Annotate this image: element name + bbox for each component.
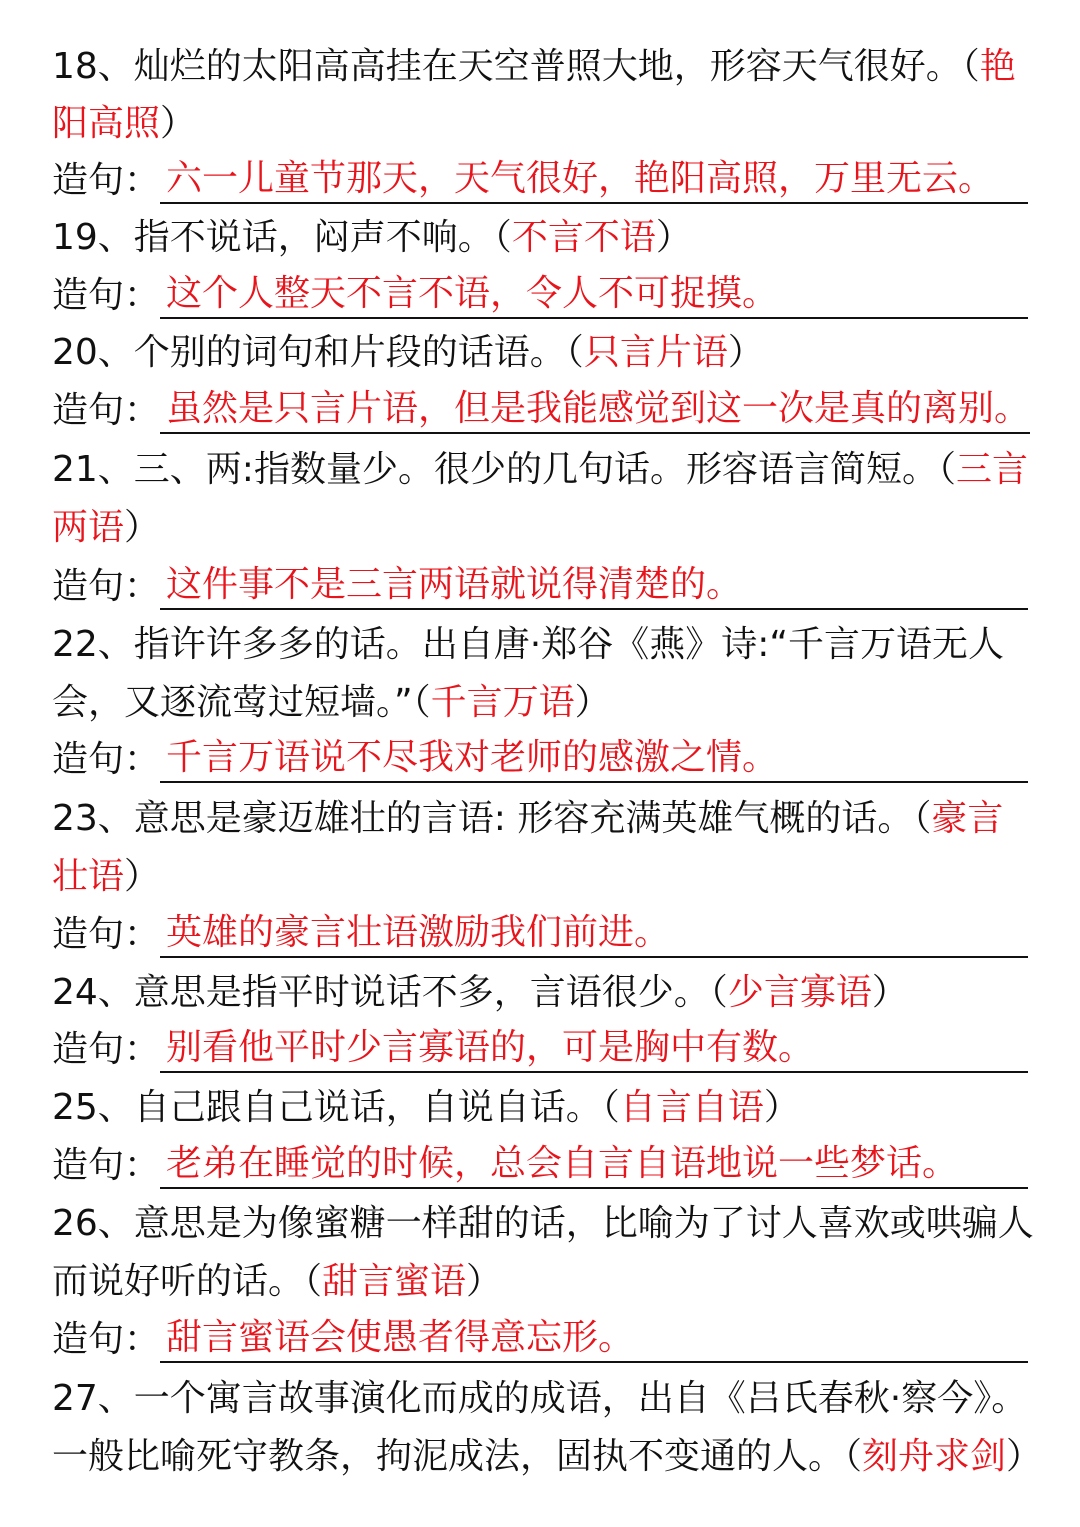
item-21-close-paren: ） xyxy=(124,507,161,548)
item-23-line-2 xyxy=(52,852,1028,902)
item-22-sentence: 千言万语说不尽我对老师的感激之情。 xyxy=(160,735,1028,783)
example-label: 造句： xyxy=(52,914,161,955)
item-24-line-1 xyxy=(52,968,1028,1018)
item-25-definition: 25、自己跟自己说话，自说自话。（ xyxy=(52,1087,620,1128)
example-label: 造句： xyxy=(52,566,161,607)
item-26-sentence: 甜言蜜语会使愚者得意忘形。 xyxy=(160,1315,1028,1363)
item-19-line-1 xyxy=(52,213,1028,263)
item-22-close-paren: ） xyxy=(574,682,611,723)
item-23-line-1 xyxy=(52,794,1028,844)
item-21-definition: 21、三、两:指数量少。很少的几句话。形容语言简短。（ xyxy=(52,449,956,490)
item-19-example xyxy=(52,271,1028,321)
item-18-close-paren: ） xyxy=(160,103,197,144)
item-19-answer: 不言不语 xyxy=(511,217,656,258)
item-23-example xyxy=(52,910,1028,960)
item-27-line-1 xyxy=(52,1374,1028,1424)
item-26-close-paren: ） xyxy=(466,1261,503,1302)
item-24-close-paren: ） xyxy=(871,972,908,1013)
item-23-close-paren: ） xyxy=(124,856,161,897)
example-label: 造句： xyxy=(52,275,161,316)
item-18-line-1 xyxy=(52,42,1028,92)
item-18-example xyxy=(52,156,1028,206)
item-21-answer-part-1: 三言 xyxy=(955,449,1028,490)
item-23-definition: 23、意思是豪迈雄壮的言语: 形容充满英雄气概的话。（ xyxy=(52,798,932,839)
item-19-close-paren: ） xyxy=(655,217,692,258)
item-22-example xyxy=(52,735,1028,785)
item-26-definition-cont: 而说好听的话。（ xyxy=(52,1261,323,1302)
example-label: 造句： xyxy=(52,160,161,201)
item-26-answer: 甜言蜜语 xyxy=(322,1261,467,1302)
item-26-example xyxy=(52,1315,1028,1365)
example-label: 造句： xyxy=(52,390,161,431)
item-24-sentence: 别看他平时少言寡语的，可是胸中有数。 xyxy=(160,1025,1028,1073)
item-18-answer-part-1: 艳 xyxy=(979,46,1016,87)
item-18-definition: 18、灿烂的太阳高高挂在天空普照大地，形容天气很好。（ xyxy=(52,46,980,87)
item-27-close-paren: ） xyxy=(1006,1436,1043,1477)
item-21-example xyxy=(52,562,1028,612)
item-21-line-1 xyxy=(52,445,1028,495)
item-18-answer-part-2: 阳高照 xyxy=(52,103,161,144)
item-26-definition: 26、意思是为像蜜糖一样甜的话，比喻为了讨人喜欢或哄骗人 xyxy=(52,1203,1034,1244)
example-label: 造句： xyxy=(52,1029,161,1070)
example-label: 造句： xyxy=(52,1145,161,1186)
item-19-definition: 19、指不说话，闷声不响。（ xyxy=(52,217,512,258)
item-21-sentence: 这件事不是三言两语就说得清楚的。 xyxy=(160,562,1028,610)
example-label: 造句： xyxy=(52,1319,161,1360)
item-26-line-1 xyxy=(52,1199,1034,1249)
item-19-sentence: 这个人整天不言不语，令人不可捉摸。 xyxy=(160,271,1028,319)
item-20-answer: 只言片语 xyxy=(583,332,728,373)
item-18-sentence: 六一儿童节那天，天气很好，艳阳高照，万里无云。 xyxy=(160,156,1028,204)
item-21-answer-part-2: 两语 xyxy=(52,507,125,548)
item-27-answer: 刻舟求剑 xyxy=(862,1436,1007,1477)
item-22-line-1 xyxy=(52,620,1028,670)
item-22-definition: 22、指许许多多的话。出自唐·郑谷《燕》诗:“千言万语无人 xyxy=(52,624,1005,665)
item-20-close-paren: ） xyxy=(727,332,764,373)
item-27-definition: 27、一个寓言故事演化而成的成语，出自《吕氏春秋·察今》。 xyxy=(52,1378,1028,1419)
item-22-answer: 千言万语 xyxy=(430,682,575,723)
item-23-sentence: 英雄的豪言壮语激励我们前进。 xyxy=(160,910,1028,958)
item-25-sentence: 老弟在睡觉的时候，总会自言自语地说一些梦话。 xyxy=(160,1141,1028,1189)
item-27-definition-cont: 一般比喻死守教条，拘泥成法，固执不变通的人。（ xyxy=(52,1436,863,1477)
item-26-line-2 xyxy=(52,1257,1028,1307)
item-18-line-2 xyxy=(52,99,1028,149)
item-20-example xyxy=(52,386,1031,436)
item-20-sentence: 虽然是只言片语，但是我能感觉到这一次是真的离别。 xyxy=(160,386,1030,434)
item-24-definition: 24、意思是指平时说话不多，言语很少。（ xyxy=(52,972,728,1013)
item-25-example xyxy=(52,1141,1028,1191)
item-20-definition: 20、个别的词句和片段的话语。（ xyxy=(52,332,584,373)
item-25-line-1 xyxy=(52,1083,1028,1133)
item-20-line-1 xyxy=(52,328,1028,378)
example-label: 造句： xyxy=(52,739,161,780)
item-24-answer: 少言寡语 xyxy=(727,972,872,1013)
item-21-line-2 xyxy=(52,503,1028,553)
item-23-answer-part-2: 壮语 xyxy=(52,856,125,897)
item-25-close-paren: ） xyxy=(763,1087,800,1128)
item-23-answer-part-1: 豪言 xyxy=(931,798,1004,839)
item-24-example xyxy=(52,1025,1028,1075)
item-22-line-2 xyxy=(52,678,1028,728)
item-22-definition-cont: 会，又逐流莺过短墙。”（ xyxy=(52,682,431,723)
item-27-line-2 xyxy=(52,1432,1043,1482)
item-25-answer: 自言自语 xyxy=(619,1087,764,1128)
